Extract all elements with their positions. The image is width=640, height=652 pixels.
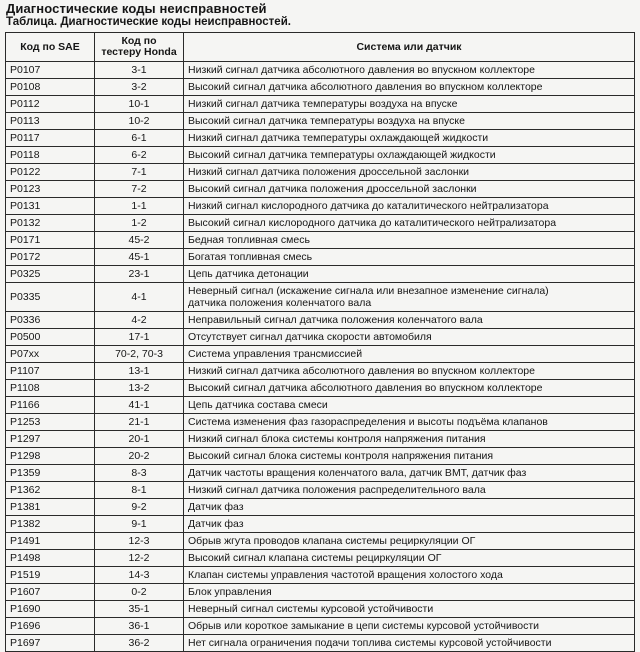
system-description-text: Высокий сигнал датчика абсолютного давления во впускном коллекторе (188, 382, 543, 394)
table-row (6, 96, 635, 113)
honda-code-cell: 4-2 (95, 312, 184, 329)
sae-code-cell: P07xx (6, 346, 95, 363)
system-description-cell (184, 232, 635, 249)
table-row (6, 465, 635, 482)
system-description-cell (184, 567, 635, 584)
table-row (6, 482, 635, 499)
table-row (6, 113, 635, 130)
honda-code-cell: 9-1 (95, 516, 184, 533)
table-row (6, 635, 635, 652)
honda-code-cell: 41-1 (95, 397, 184, 414)
system-description-text: Высокий сигнал датчика температуры охлаждающей жидкости (188, 149, 496, 161)
system-description-text: Датчик фаз (188, 518, 244, 530)
table-row (6, 567, 635, 584)
honda-code-cell: 4-1 (95, 283, 184, 312)
table-caption: Таблица. Диагностические коды неисправностей. (6, 16, 291, 28)
honda-code-cell: 13-2 (95, 380, 184, 397)
honda-code-cell: 8-1 (95, 482, 184, 499)
sae-code-cell: P1166 (6, 397, 95, 414)
table-row (6, 414, 635, 431)
system-description-text: Низкий сигнал датчика температуры охлаждающей жидкости (188, 132, 489, 144)
system-description-cell (184, 181, 635, 198)
honda-code-cell: 6-1 (95, 130, 184, 147)
table-row (6, 249, 635, 266)
system-description-cell (184, 380, 635, 397)
system-description-text: Обрыв или короткое замыкание в цепи системы курсовой устойчивости (188, 620, 540, 632)
sae-code-cell: P0117 (6, 130, 95, 147)
sae-code-cell: P1298 (6, 448, 95, 465)
sae-code-cell: P1696 (6, 618, 95, 635)
table-row (6, 79, 635, 96)
system-description-text: Низкий сигнал кислородного датчика до каталитического нейтрализатора (188, 200, 549, 212)
system-description-cell (184, 329, 635, 346)
sae-code-cell: P0500 (6, 329, 95, 346)
honda-code-cell: 8-3 (95, 465, 184, 482)
sae-code-cell: P1519 (6, 567, 95, 584)
header-sae-code: Код по SAE (6, 33, 95, 62)
table-row (6, 448, 635, 465)
honda-code-cell: 9-2 (95, 499, 184, 516)
system-description-text: Богатая топливная смесь (188, 251, 313, 263)
honda-code-cell: 17-1 (95, 329, 184, 346)
system-description-cell (184, 601, 635, 618)
system-description-cell (184, 164, 635, 181)
system-description-cell (184, 584, 635, 601)
system-description-cell (184, 249, 635, 266)
honda-code-cell: 45-2 (95, 232, 184, 249)
system-description-cell (184, 431, 635, 448)
system-description-text: Нет сигнала ограничения подачи топлива системы курсовой устойчивости (188, 637, 552, 649)
system-description-cell (184, 465, 635, 482)
system-description-text: Высокий сигнал блока системы контроля напряжения питания (188, 450, 494, 462)
system-description-text: Высокий сигнал кислородного датчика до каталитического нейтрализатора (188, 217, 557, 229)
sae-code-cell: P0112 (6, 96, 95, 113)
sae-code-cell: P0132 (6, 215, 95, 232)
sae-code-cell: P0107 (6, 62, 95, 79)
system-description-cell (184, 533, 635, 550)
system-description-text: Отсутствует сигнал датчика скорости автомобиля (188, 331, 432, 343)
table-row (6, 283, 635, 312)
honda-code-cell: 36-2 (95, 635, 184, 652)
honda-code-cell: 36-1 (95, 618, 184, 635)
honda-code-cell: 23-1 (95, 266, 184, 283)
sae-code-cell: P1498 (6, 550, 95, 567)
system-description-cell (184, 414, 635, 431)
system-description-text: Низкий сигнал датчика абсолютного давления во впускном коллекторе (188, 64, 535, 76)
system-description-cell (184, 346, 635, 363)
honda-code-cell: 13-1 (95, 363, 184, 380)
system-description-text: Высокий сигнал датчика положения дроссельной заслонки (188, 183, 477, 195)
document-title: Диагностические коды неисправностей (6, 1, 267, 16)
honda-code-cell: 1-1 (95, 198, 184, 215)
sae-code-cell: P0123 (6, 181, 95, 198)
system-description-cell (184, 147, 635, 164)
honda-code-cell: 3-2 (95, 79, 184, 96)
system-description-text: Неверный сигнал (искажение сигнала или внезапное изменение сигнала) датчика положения коленчатого вала (188, 285, 549, 309)
system-description-text: Цепь датчика детонации (188, 268, 309, 280)
table-body (6, 62, 635, 652)
sae-code-cell: P1607 (6, 584, 95, 601)
table-row (6, 397, 635, 414)
table-row (6, 215, 635, 232)
table-header-row (6, 33, 635, 62)
honda-code-cell: 20-1 (95, 431, 184, 448)
table-row (6, 431, 635, 448)
system-description-cell (184, 283, 635, 312)
system-description-text: Клапан системы управления частотой вращения холостого хода (188, 569, 503, 581)
sae-code-cell: P0118 (6, 147, 95, 164)
system-description-cell (184, 79, 635, 96)
honda-code-cell: 3-1 (95, 62, 184, 79)
sae-code-cell: P1382 (6, 516, 95, 533)
honda-code-cell: 12-3 (95, 533, 184, 550)
honda-code-cell: 7-1 (95, 164, 184, 181)
table-row (6, 312, 635, 329)
system-description-cell (184, 516, 635, 533)
system-description-text: Бедная топливная смесь (188, 234, 310, 246)
system-description-text: Блок управления (188, 586, 272, 598)
system-description-cell (184, 363, 635, 380)
system-description-cell (184, 198, 635, 215)
system-description-text: Неверный сигнал системы курсовой устойчивости (188, 603, 434, 615)
system-description-cell (184, 62, 635, 79)
system-description-cell (184, 448, 635, 465)
sae-code-cell: P0325 (6, 266, 95, 283)
honda-code-cell: 10-1 (95, 96, 184, 113)
diagnostic-codes-table (5, 32, 635, 652)
honda-code-cell: 20-2 (95, 448, 184, 465)
system-description-cell (184, 215, 635, 232)
table-row (6, 499, 635, 516)
honda-code-cell: 7-2 (95, 181, 184, 198)
system-description-cell (184, 113, 635, 130)
system-description-text: Датчик фаз (188, 501, 244, 513)
system-description-cell (184, 499, 635, 516)
system-description-text: Цепь датчика состава смеси (188, 399, 328, 411)
system-description-cell (184, 96, 635, 113)
honda-code-cell: 14-3 (95, 567, 184, 584)
honda-code-cell: 35-1 (95, 601, 184, 618)
sae-code-cell: P0131 (6, 198, 95, 215)
system-description-cell (184, 618, 635, 635)
honda-code-cell: 0-2 (95, 584, 184, 601)
system-description-cell (184, 550, 635, 567)
table-row (6, 533, 635, 550)
system-description-text: Высокий сигнал клапана системы рециркуляции ОГ (188, 552, 442, 564)
honda-code-cell: 21-1 (95, 414, 184, 431)
sae-code-cell: P1107 (6, 363, 95, 380)
table-row (6, 164, 635, 181)
header-honda-line1: Код по (121, 35, 157, 47)
sae-code-cell: P0172 (6, 249, 95, 266)
table-row (6, 266, 635, 283)
system-description-text: Низкий сигнал датчика положения распределительного вала (188, 484, 486, 496)
system-description-text: Низкий сигнал блока системы контроля напряжения питания (188, 433, 486, 445)
table-row (6, 380, 635, 397)
system-description-text: Система изменения фаз газораспределения и высоты подъёма клапанов (188, 416, 548, 428)
table-row (6, 130, 635, 147)
sae-code-cell: P1697 (6, 635, 95, 652)
honda-code-cell: 12-2 (95, 550, 184, 567)
table-row (6, 62, 635, 79)
sae-code-cell: P1362 (6, 482, 95, 499)
table-row (6, 181, 635, 198)
honda-code-cell: 6-2 (95, 147, 184, 164)
table-row (6, 147, 635, 164)
sae-code-cell: P1381 (6, 499, 95, 516)
system-description-text: Высокий сигнал датчика абсолютного давления во впускном коллекторе (188, 81, 543, 93)
table-row (6, 601, 635, 618)
sae-code-cell: P0171 (6, 232, 95, 249)
sae-code-cell: P0108 (6, 79, 95, 96)
sae-code-cell: P1253 (6, 414, 95, 431)
system-description-text: Неправильный сигнал датчика положения коленчатого вала (188, 314, 483, 326)
system-description-cell (184, 482, 635, 499)
sae-code-cell: P1108 (6, 380, 95, 397)
table-row (6, 329, 635, 346)
sae-code-cell: P1297 (6, 431, 95, 448)
system-description-text: Обрыв жгута проводов клапана системы рециркуляции ОГ (188, 535, 476, 547)
system-description-text: Высокий сигнал датчика температуры воздуха на впуске (188, 115, 465, 127)
system-description-text: Низкий сигнал датчика положения дроссельной заслонки (188, 166, 470, 178)
system-description-cell (184, 635, 635, 652)
honda-code-cell: 70-2, 70-3 (95, 346, 184, 363)
system-description-text: Низкий сигнал датчика температуры воздуха на впуске (188, 98, 458, 110)
honda-code-cell: 45-1 (95, 249, 184, 266)
system-description-cell (184, 130, 635, 147)
table-row (6, 363, 635, 380)
sae-code-cell: P1491 (6, 533, 95, 550)
sae-code-cell: P0336 (6, 312, 95, 329)
table-row (6, 550, 635, 567)
system-description-cell (184, 397, 635, 414)
sae-code-cell: P0113 (6, 113, 95, 130)
system-description-text: Низкий сигнал датчика абсолютного давления во впускном коллекторе (188, 365, 535, 377)
table-row (6, 232, 635, 249)
honda-code-cell: 10-2 (95, 113, 184, 130)
honda-code-cell: 1-2 (95, 215, 184, 232)
sae-code-cell: P0122 (6, 164, 95, 181)
header-honda-line2: тестеру Honda (101, 46, 177, 58)
system-description-text: Датчик частоты вращения коленчатого вала, датчик ВМТ, датчик фаз (188, 467, 527, 479)
table-row (6, 346, 635, 363)
table-row (6, 584, 635, 601)
system-description-cell (184, 312, 635, 329)
sae-code-cell: P1359 (6, 465, 95, 482)
header-system: Система или датчик (184, 33, 635, 62)
table-row (6, 618, 635, 635)
sae-code-cell: P0335 (6, 283, 95, 312)
system-description-cell (184, 266, 635, 283)
sae-code-cell: P1690 (6, 601, 95, 618)
table-row (6, 198, 635, 215)
table-row (6, 516, 635, 533)
system-description-text: Система управления трансмиссией (188, 348, 363, 360)
header-honda-code (95, 33, 184, 62)
